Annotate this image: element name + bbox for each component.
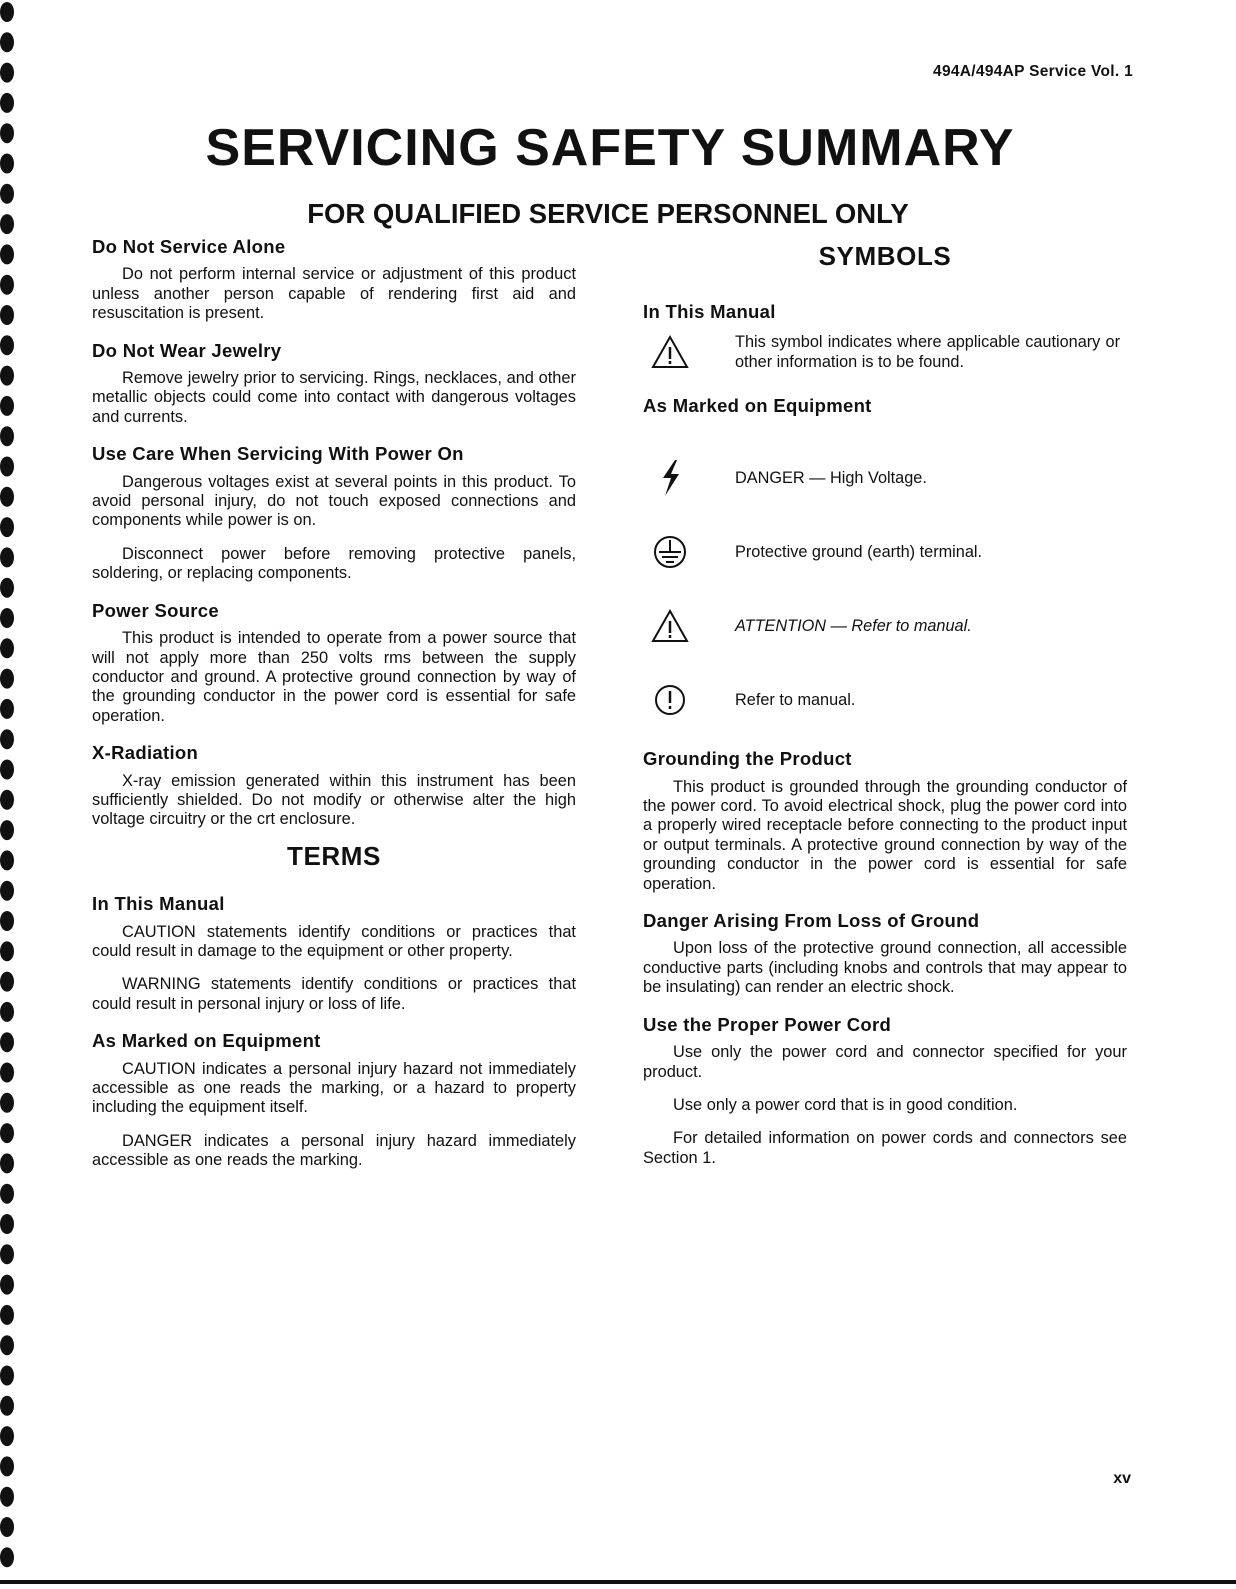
binder-hole bbox=[0, 1063, 14, 1083]
binder-hole bbox=[0, 1153, 14, 1173]
right-column bbox=[643, 237, 1127, 1185]
binder-hole bbox=[0, 881, 14, 901]
section-grounding bbox=[643, 749, 1127, 894]
terms-heading: TERMS bbox=[287, 840, 381, 871]
symbol-row-ground bbox=[643, 533, 1127, 571]
binder-hole bbox=[0, 547, 14, 567]
section-do-not-wear-jewelry bbox=[92, 341, 576, 428]
paragraph: Dangerous voltages exist at several points in this product. To avoid personal injury, do not touch exposed connections and components while power is on. bbox=[92, 472, 576, 530]
binder-hole bbox=[0, 850, 14, 870]
bottom-rule bbox=[0, 1580, 1236, 1584]
paragraph: Remove jewelry prior to servicing. Rings, necklaces, and other metallic objects could come into contact with dangerous voltages and currents. bbox=[92, 369, 576, 426]
manual-reference: 494A/494AP Service Vol. 1 bbox=[933, 63, 1133, 80]
section-power-cord bbox=[643, 1015, 1127, 1168]
binder-hole bbox=[0, 941, 14, 961]
section-loss-of-ground bbox=[643, 911, 1127, 998]
high-voltage-icon bbox=[645, 459, 695, 497]
binder-hole bbox=[0, 93, 14, 113]
left-column bbox=[92, 237, 576, 1188]
symbol-description: This symbol indicates where applicable cautionary or other information is to be found. bbox=[735, 332, 1120, 371]
binder-hole bbox=[0, 275, 14, 295]
protective-ground-icon bbox=[645, 533, 695, 571]
binder-hole bbox=[0, 1547, 14, 1567]
symbol-description: DANGER — High Voltage. bbox=[735, 469, 927, 488]
symbols-heading: SYMBOLS bbox=[818, 241, 952, 271]
binder-hole bbox=[0, 1487, 14, 1507]
binder-holes-graphic bbox=[0, 0, 28, 1584]
paragraph: For detailed information on power cords and connectors see Section 1. bbox=[643, 1129, 1127, 1167]
binder-hole bbox=[0, 1456, 14, 1476]
binder-hole bbox=[0, 760, 14, 780]
section-heading: Power Source bbox=[92, 599, 219, 621]
section-do-not-service-alone bbox=[92, 237, 576, 324]
section-heading: Do Not Service Alone bbox=[92, 236, 286, 257]
section-heading: Danger Arising From Loss of Ground bbox=[643, 910, 980, 932]
binder-hole bbox=[0, 517, 14, 537]
binder-hole bbox=[0, 1214, 14, 1234]
section-heading: In This Manual bbox=[643, 301, 776, 323]
binder-hole bbox=[0, 1366, 14, 1386]
paragraph: Disconnect power before removing protective panels, soldering, or replacing components. bbox=[92, 544, 576, 583]
page-number: xv bbox=[1113, 1470, 1131, 1487]
binder-hole bbox=[0, 1275, 14, 1295]
binder-hole bbox=[0, 1517, 14, 1537]
binder-hole bbox=[0, 1093, 14, 1113]
section-x-radiation bbox=[92, 743, 576, 830]
binder-hole bbox=[0, 638, 14, 658]
binder-hole bbox=[0, 32, 14, 52]
section-heading: As Marked on Equipment bbox=[643, 394, 872, 416]
binder-hole bbox=[0, 790, 14, 810]
paragraph: DANGER indicates a personal injury hazard immediately accessible as one reads the marking. bbox=[92, 1131, 576, 1170]
binder-hole bbox=[0, 244, 14, 264]
section-heading: Do Not Wear Jewelry bbox=[92, 339, 282, 361]
refer-manual-icon bbox=[645, 681, 695, 719]
attention-triangle-icon bbox=[645, 607, 695, 645]
binder-hole bbox=[0, 699, 14, 719]
binder-hole bbox=[0, 911, 14, 931]
section-heading: In This Manual bbox=[92, 893, 225, 915]
binder-hole bbox=[0, 487, 14, 507]
binder-hole bbox=[0, 1426, 14, 1446]
binder-hole bbox=[0, 457, 14, 477]
binder-hole bbox=[0, 1032, 14, 1052]
section-symbols-in-this-manual bbox=[643, 302, 1127, 371]
paragraph: This product is grounded through the grounding conductor of the power cord. To avoid electrical shock, plug the power cord into a properly wired receptacle before connecting to the product input or output terminals. A protective ground connection by way of the grounding conductor in the power cord is essential for safe operation. bbox=[643, 777, 1127, 893]
paragraph: Use only a power cord that is in good condition. bbox=[673, 1095, 1018, 1114]
binder-hole bbox=[0, 1184, 14, 1204]
binder-hole bbox=[0, 1244, 14, 1264]
binder-hole bbox=[0, 305, 14, 325]
symbol-description: Refer to manual. bbox=[735, 691, 856, 710]
binder-hole bbox=[0, 366, 14, 386]
binder-hole bbox=[0, 669, 14, 689]
symbol-description: ATTENTION — Refer to manual. bbox=[735, 617, 972, 636]
binder-holes bbox=[0, 0, 28, 1584]
binder-hole bbox=[0, 426, 14, 446]
symbol-row-attention bbox=[643, 607, 1127, 645]
binder-hole bbox=[0, 1002, 14, 1022]
binder-hole bbox=[0, 820, 14, 840]
binder-hole bbox=[0, 396, 14, 416]
binder-hole bbox=[0, 972, 14, 992]
binder-hole bbox=[0, 2, 14, 22]
paragraph: Do not perform internal service or adjustment of this product unless another person capable of rendering first aid and resuscitation is present. bbox=[92, 265, 576, 323]
binder-hole bbox=[0, 1305, 14, 1325]
section-terms-in-this-manual bbox=[92, 894, 576, 1014]
symbol-description: Protective ground (earth) terminal. bbox=[735, 543, 983, 562]
paragraph: X-ray emission generated within this instrument has been sufficiently shielded. Do not modify or otherwise alter the high voltage circuitry or the crt enclosure. bbox=[92, 771, 576, 829]
section-terms-as-marked bbox=[92, 1031, 576, 1170]
paragraph: Upon loss of the protective ground connection, all accessible conductive parts (including knobs and controls that may appear to be insulating) can render an electric shock. bbox=[643, 939, 1127, 997]
symbol-row-caution bbox=[643, 332, 1127, 372]
symbol-row-refer bbox=[643, 681, 1127, 719]
binder-hole bbox=[0, 729, 14, 749]
binder-hole bbox=[0, 1123, 14, 1143]
binder-hole bbox=[0, 608, 14, 628]
binder-hole bbox=[0, 335, 14, 355]
section-heading: As Marked on Equipment bbox=[92, 1030, 321, 1052]
paragraph: WARNING statements identify conditions or practices that could result in personal injury or loss of life. bbox=[92, 975, 576, 1013]
section-power-source bbox=[92, 601, 576, 726]
section-heading: Grounding the Product bbox=[643, 748, 852, 770]
binder-hole bbox=[0, 1335, 14, 1355]
paragraph: Use only the power cord and connector specified for your product. bbox=[643, 1043, 1127, 1081]
binder-hole bbox=[0, 63, 14, 83]
binder-hole bbox=[0, 1396, 14, 1416]
section-symbols-as-marked bbox=[643, 396, 1127, 719]
section-heading: Use Care When Servicing With Power On bbox=[92, 443, 464, 465]
section-power-on bbox=[92, 444, 576, 583]
caution-triangle-icon bbox=[645, 333, 695, 371]
section-heading: Use the Proper Power Cord bbox=[643, 1013, 892, 1035]
symbol-row-danger bbox=[643, 459, 1127, 497]
paragraph: CAUTION indicates a personal injury hazard not immediately accessible as one reads the marking, or a hazard to property including the equipment itself. bbox=[92, 1059, 576, 1117]
page-subtitle: FOR QUALIFIED SERVICE PERSONNEL ONLY bbox=[307, 198, 909, 229]
page-title: SERVICING SAFETY SUMMARY bbox=[205, 119, 1015, 177]
paragraph: CAUTION statements identify conditions or practices that could result in damage to the equipment or other property. bbox=[92, 922, 576, 960]
paragraph: This product is intended to operate from a power source that will not apply more than 250 volts rms between the supply conductor and ground. A protective ground connection by way of the grounding conductor in the power cord is essential for safe operation. bbox=[92, 629, 576, 725]
section-heading: X-Radiation bbox=[92, 742, 199, 764]
binder-hole bbox=[0, 578, 14, 598]
